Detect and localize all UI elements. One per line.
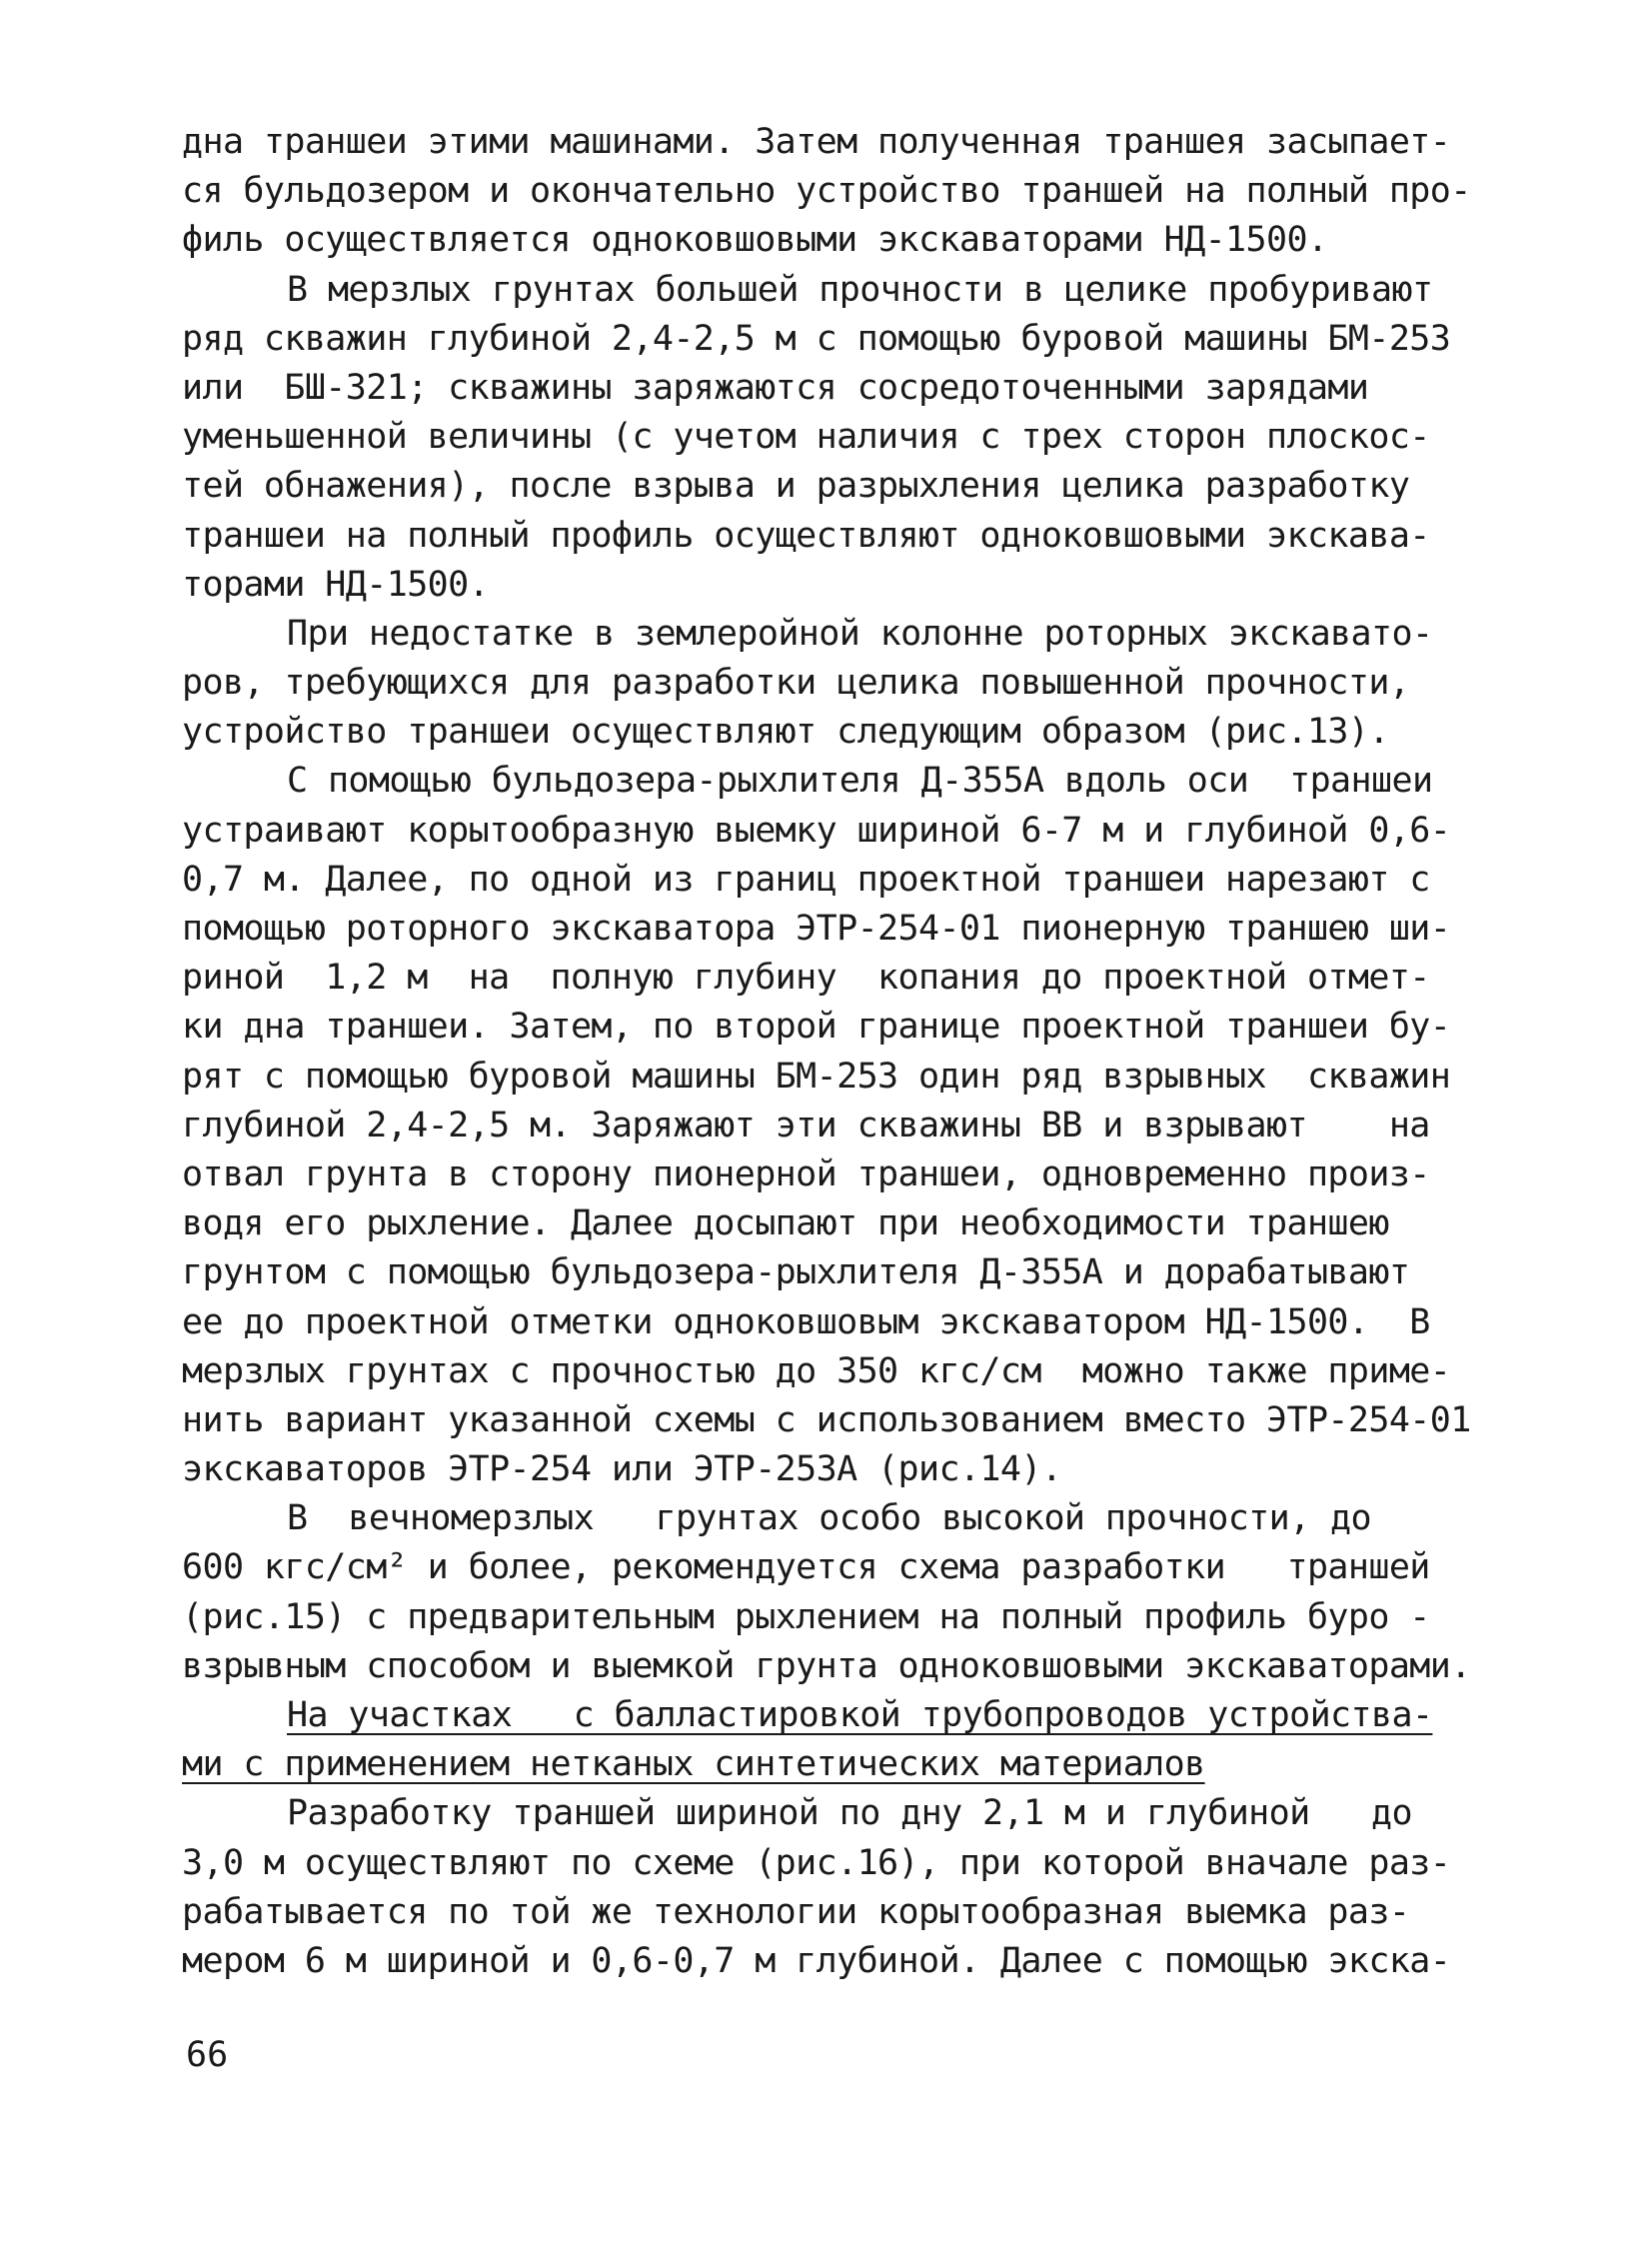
text-line: В вечномерзлых грунтах особо высокой прочности, до bbox=[287, 1498, 1372, 1539]
text-line: глубиной 2,4-2,5 м. Заряжают эти скважины ВВ и взрывают на bbox=[182, 1105, 1430, 1145]
text-line: мерзлых грунтах с прочностью до 350 кгс/см можно также приме- bbox=[182, 1350, 1451, 1391]
text-line: Разработку траншей шириной по дну 2,1 м и глубиной до bbox=[287, 1793, 1412, 1834]
text-line: устраивают корытообразную выемку шириной 6-7 м и глубиной 0,6- bbox=[182, 810, 1451, 851]
text-line: или БШ-321; скважины заряжаются сосредоточенными зарядами bbox=[182, 367, 1369, 408]
text-line: 600 кгс/см² и более, рекомендуется схема разработки траншей bbox=[182, 1547, 1430, 1588]
text-line: уменьшенной величины (с учетом наличия с трех сторон плоскос- bbox=[182, 417, 1430, 458]
text-line: ки дна траншеи. Затем, по второй границе проектной траншеи бу- bbox=[182, 1007, 1451, 1048]
text-line: устройство траншеи осуществляют следующим образом (рис.13). bbox=[182, 712, 1389, 753]
text-line: нить вариант указанной схемы с использованием вместо ЭТР-254-01 bbox=[182, 1399, 1471, 1440]
text-line: 3,0 м осуществляют по схеме (рис.16), при которой вначале раз- bbox=[182, 1842, 1451, 1883]
text-line: водя его рыхление. Далее досыпают при необходимости траншею bbox=[182, 1203, 1389, 1244]
page-number: 66 bbox=[186, 2035, 229, 2075]
underlined-text: На участках с балластировкой трубопроводов устройства- bbox=[287, 1695, 1433, 1735]
text-line: ее до проектной отметки одноковшовым экскаватором НД-1500. В bbox=[182, 1301, 1430, 1342]
text-line: помощью роторного экскаватора ЭТР-254-01 пионерную траншею ши- bbox=[182, 909, 1451, 949]
text-line: рабатывается по той же технологии корытообразная выемка раз- bbox=[182, 1891, 1410, 1932]
text-line: ряд скважин глубиной 2,4-2,5 м с помощью буровой машины БМ-253 bbox=[182, 318, 1451, 359]
underlined-text: ми с применением нетканых синтетических материалов bbox=[182, 1744, 1205, 1785]
text-line: взрывным способом и выемкой грунта одноковшовыми экскаваторами. bbox=[182, 1645, 1471, 1686]
body-text bbox=[182, 118, 1481, 1986]
text-line: отвал грунта в сторону пионерной траншеи, одновременно произ- bbox=[182, 1153, 1430, 1194]
text-line: (рис.15) с предварительным рыхлением на полный профиль буро - bbox=[182, 1596, 1430, 1637]
text-line: тей обнажения), после взрыва и разрыхления целика разработку bbox=[182, 466, 1410, 507]
text-line: С помощью бульдозера-рыхлителя Д-355А вдоль оси траншеи bbox=[287, 761, 1433, 802]
section-heading-line bbox=[182, 1740, 1481, 1789]
section-heading-line bbox=[182, 1691, 1481, 1740]
text-line: грунтом с помощью бульдозера-рыхлителя Д-355А и дорабатывают bbox=[182, 1252, 1410, 1293]
text-line: торами НД-1500. bbox=[182, 564, 490, 605]
text-line: филь осуществляется одноковшовыми экскаваторами НД-1500. bbox=[182, 220, 1328, 261]
text-line: В мерзлых грунтах большей прочности в целике пробуривают bbox=[287, 269, 1433, 310]
text-line: 0,7 м. Далее, по одной из границ проектной траншеи нарезают с bbox=[182, 859, 1430, 900]
text-line: дна траншеи этими машинами. Затем полученная траншея засыпает- bbox=[182, 122, 1451, 162]
text-line: ся бульдозером и окончательно устройство траншей на полный про- bbox=[182, 171, 1471, 212]
text-line: мером 6 м шириной и 0,6-0,7 м глубиной. Далее с помощью экска- bbox=[182, 1940, 1451, 1981]
text-line: ров, требующихся для разработки целика повышенной прочности, bbox=[182, 663, 1410, 704]
text-line: экскаваторов ЭТР-254 или ЭТР-253А (рис.14). bbox=[182, 1449, 1062, 1490]
text-line: рят с помощью буровой машины БМ-253 один ряд взрывных скважин bbox=[182, 1056, 1451, 1097]
text-line: При недостатке в землеройной колонне роторных экскавато- bbox=[287, 613, 1433, 654]
text-line: риной 1,2 м на полную глубину копания до проектной отмет- bbox=[182, 958, 1430, 999]
text-line: траншеи на полный профиль осуществляют одноковшовыми экскава- bbox=[182, 515, 1430, 556]
